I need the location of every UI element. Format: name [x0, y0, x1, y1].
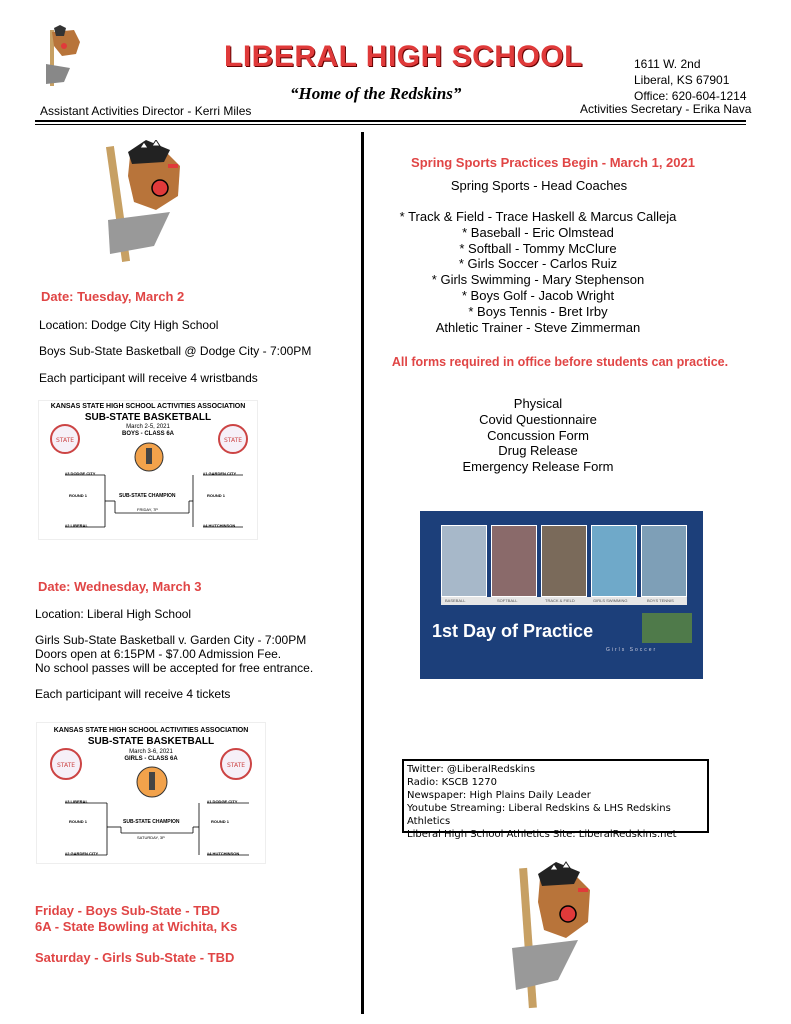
svg-text:STATE: STATE	[226, 762, 246, 769]
event2-passes: No school passes will be accepted for free entrance.	[35, 661, 314, 675]
header-divider-thin	[35, 124, 746, 125]
bracket-dates: March 3-6, 2021	[129, 749, 173, 755]
bracket-round: ROUND 1	[211, 819, 230, 824]
bracket-champion: SUB-STATE CHAMPION	[123, 819, 180, 825]
photo-track	[541, 525, 587, 597]
event2-date: Date: Wednesday, March 3	[38, 579, 202, 594]
svg-text:STATE: STATE	[56, 762, 76, 769]
promo-subtitle: Girls Soccer	[606, 647, 658, 653]
tagline: “Home of the Redskins”	[290, 84, 462, 103]
photo-tennis	[641, 525, 687, 597]
form-item: Physical	[513, 396, 563, 411]
bracket-champion-day: FRIDAY, 7P	[137, 507, 158, 512]
social-line: Newspaper: High Plains Daily Leader	[407, 790, 591, 801]
photo-captions	[441, 597, 687, 605]
event2-doors: Doors open at 6:15PM - $7.00 Admission Fee.	[35, 647, 282, 661]
event2-game: Girls Sub-State Basketball v. Garden City - 7:00PM	[35, 633, 307, 647]
event1-location: Location: Dodge City High School	[39, 318, 219, 332]
event2-note: Each participant will receive 4 tickets	[35, 687, 231, 701]
bracket-title: SUB-STATE BASKETBALL	[87, 736, 215, 747]
photo-caption: BASEBALL	[445, 598, 466, 603]
social-line: Radio: KSCB 1270	[407, 777, 498, 788]
school-name: LIBERAL HIGH SCHOOL	[224, 40, 583, 73]
mascot-logo-icon	[40, 24, 88, 90]
social-line: Twitter: @LiberalRedskins	[407, 764, 536, 775]
bottom-mascot-logo	[508, 860, 600, 1010]
bracket-team: #2 GARDEN CITY	[65, 851, 99, 856]
coaches-heading: Spring Sports - Head Coaches	[450, 178, 628, 193]
column-divider	[361, 132, 364, 1014]
bracket-dates: March 2-5, 2021	[126, 424, 170, 430]
address-line1: 1611 W. 2nd	[634, 57, 701, 71]
bracket-org: KANSAS STATE HIGH SCHOOL ACTIVITIES ASSOCIATION	[50, 403, 246, 410]
school-address	[634, 56, 747, 104]
footer-bowling: 6A - State Bowling at Wichita, Ks	[35, 919, 238, 934]
bracket-round: ROUND 1	[69, 819, 88, 824]
mascot-logo-icon	[100, 140, 192, 266]
bracket-champion: SUB-STATE CHAMPION	[119, 493, 176, 499]
form-item: Concussion Form	[487, 427, 589, 443]
social-line: Youtube Streaming: Liberal Redskins & LHS Redskins Athletics	[407, 803, 671, 827]
coach-item: * Baseball - Eric Olmstead	[462, 224, 614, 240]
form-item: Emergency Release Form	[462, 459, 614, 475]
photo-baseball	[441, 525, 487, 597]
bracket-round: ROUND 1	[207, 493, 226, 498]
bracket-team: #4 HUTCHINSON	[203, 523, 236, 528]
event1-date: Date: Tuesday, March 2	[41, 289, 185, 304]
girls-bracket	[36, 722, 266, 864]
coach-item: * Boys Golf - Jacob Wright	[461, 287, 615, 303]
form-item: Drug Release	[498, 443, 578, 459]
bracket-org: KANSAS STATE HIGH SCHOOL ACTIVITIES ASSOCIATION	[53, 727, 249, 734]
coach-item: Athletic Trainer - Steve Zimmerman	[435, 319, 641, 335]
bracket-round: ROUND 1	[69, 493, 88, 498]
practice-promo-image	[420, 511, 703, 679]
social-media-box	[402, 759, 709, 840]
forms-list	[400, 396, 676, 475]
boys-bracket	[38, 400, 258, 540]
promo-soccer-photo	[642, 613, 692, 643]
photo-caption: TRACK & FIELD	[545, 598, 575, 603]
coach-item: * Boys Tennis - Bret Irby	[468, 303, 608, 319]
event1-note: Each participant will receive 4 wristbands	[39, 371, 258, 385]
bracket-lines	[37, 723, 267, 865]
coach-item: * Track & Field - Trace Haskell & Marcus Calleja	[399, 209, 677, 224]
svg-text:STATE: STATE	[223, 437, 243, 444]
left-mascot-logo	[100, 140, 192, 266]
bracket-title: SUB-STATE BASKETBALL	[84, 412, 212, 423]
photo-softball	[491, 525, 537, 597]
bracket-team: #2 LIBERAL	[65, 523, 88, 528]
footer-friday: Friday - Boys Sub-State - TBD	[35, 903, 220, 918]
bracket-division: GIRLS - CLASS 6A	[124, 756, 178, 762]
form-item: Covid Questionnaire	[479, 411, 597, 427]
bracket-team: #4 HUTCHINSON	[207, 851, 240, 856]
office-phone: Office: 620-604-1214	[634, 89, 747, 103]
event1-game: Boys Sub-State Basketball @ Dodge City - 7:00PM	[39, 344, 312, 358]
promo-title: 1st Day of Practice	[432, 621, 594, 641]
bracket-team: #1 GARDEN CITY	[203, 471, 237, 476]
footer-saturday: Saturday - Girls Sub-State - TBD	[35, 950, 235, 965]
spring-heading: Spring Sports Practices Begin - March 1, 2021	[411, 155, 695, 170]
bracket-division: BOYS - CLASS 6A	[121, 431, 174, 437]
bracket-champion-day: SATURDAY, 3P	[137, 835, 165, 840]
photo-caption: BOYS TENNIS	[647, 598, 674, 603]
assistant-director: Assistant Activities Director - Kerri Miles	[40, 104, 252, 118]
svg-text:STATE: STATE	[55, 437, 75, 444]
coach-item: * Girls Soccer - Carlos Ruiz	[458, 256, 618, 272]
coach-item: * Softball - Tommy McClure	[459, 240, 617, 256]
forms-notice: All forms required in office before students can practice.	[391, 355, 729, 369]
header-divider	[35, 120, 746, 122]
photo-caption: GIRLS SWIMMING	[593, 598, 628, 603]
bracket-team: #3 DODGE CITY	[65, 471, 96, 476]
address-line2: Liberal, KS 67901	[634, 73, 730, 87]
header-logo	[40, 24, 88, 90]
bracket-team: #1 DODGE CITY	[207, 799, 238, 804]
coach-item: * Girls Swimming - Mary Stephenson	[431, 272, 645, 288]
social-line: Liberal High School Athletics Site: LiberalRedskins.net	[407, 829, 677, 840]
coaches-list	[378, 209, 698, 335]
photo-swimming	[591, 525, 637, 597]
bracket-team: #3 LIBERAL	[65, 799, 88, 804]
event2-location: Location: Liberal High School	[35, 607, 192, 621]
photo-caption: SOFTBALL	[497, 598, 518, 603]
mascot-logo-icon	[508, 860, 600, 1010]
activities-secretary: Activities Secretary - Erika Nava	[580, 102, 752, 116]
